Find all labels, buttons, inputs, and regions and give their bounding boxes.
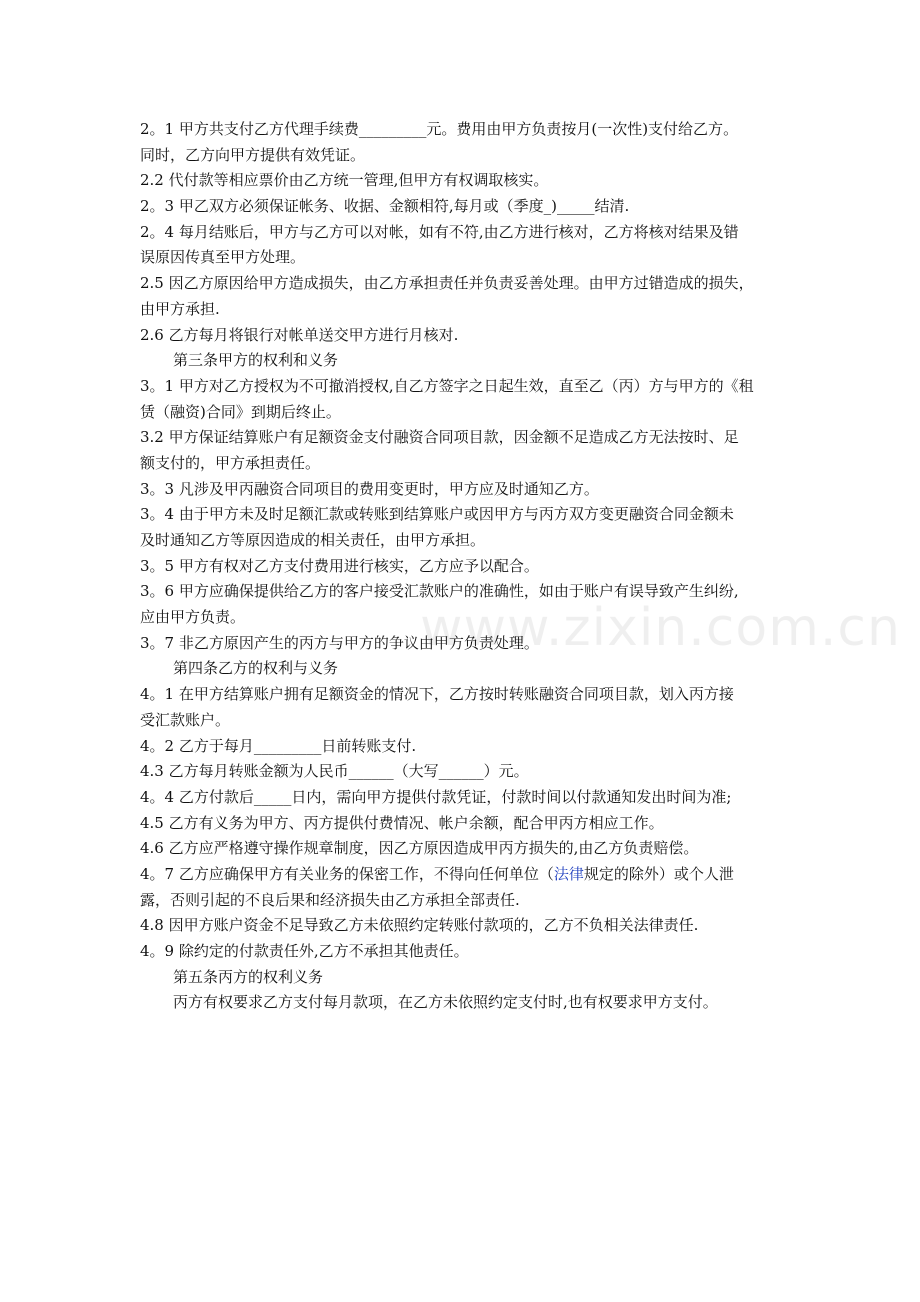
clause-4-8: 4.8 因甲方账户资金不足导致乙方未依照约定转账付款项的，乙方不负相关法律责任. xyxy=(140,916,699,935)
clause-4-1-cont: 受汇款账户。 xyxy=(140,710,231,729)
clause-2-4-cont: 误原因传真至甲方处理。 xyxy=(140,248,306,267)
clause-4-4: 4。4 乙方付款后_____日内，需向甲方提供付款凭证，付款时间以付款通知发出时间为准; xyxy=(140,787,732,806)
clause-2-6: 2.6 乙方每月将银行对帐单送交甲方进行月核对. xyxy=(140,325,459,344)
clause-4-2: 4。2 乙方于每月_________日前转账支付. xyxy=(140,736,417,755)
clause-4-1: 4。1 在甲方结算账户拥有足额资金的情况下，乙方按时转账融资合同项目款，划入丙方接 xyxy=(140,685,734,704)
clause-3-1: 3。1 甲方对乙方授权为不可撤消授权,自乙方签字之日起生效，直至乙（丙）方与甲方的《租 xyxy=(140,376,754,395)
clause-2-5: 2.5 因乙方原因给甲方造成损失，由乙方承担责任并负责妥善处理。由甲方过错造成的损失， xyxy=(140,274,754,293)
clause-2-3: 2。3 甲乙双方必须保证帐务、收据、金额相符,每月或（季度_)_____结清. xyxy=(140,197,630,216)
section-heading-4: 第四条乙方的权利与义务 xyxy=(173,659,339,678)
watermark: www.zixin.com.cn xyxy=(420,598,901,658)
clause-4-9: 4。9 除约定的付款责任外,乙方不承担其他责任。 xyxy=(140,942,469,960)
clause-4-7-end: 规定的除外）或个人泄 xyxy=(583,864,734,883)
clause-3-5: 3。5 甲方有权对乙方支付费用进行核实，乙方应予以配合。 xyxy=(140,556,539,575)
contract-document xyxy=(140,117,790,1016)
clause-5-body: 丙方有权要求乙方支付每月款项，在乙方未依照约定支付时,也有权要求甲方支付。 xyxy=(173,993,718,1012)
clause-3-2: 3.2 甲方保证结算账户有足额资金支付融资合同项目款，因金额不足造成乙方无法按时、足 xyxy=(140,428,739,447)
clause-3-6-cont: 应由甲方负责。 xyxy=(140,608,246,627)
clause-4-5: 4.5 乙方有义务为甲方、丙方提供付费情况、帐户余额，配合甲丙方相应工作。 xyxy=(140,813,664,832)
section-heading-3: 第三条甲方的权利和义务 xyxy=(173,351,339,370)
clause-2-1: 2。1 甲方共支付乙方代理手续费_________元。费用由甲方负责按月(一次性)支付给乙方。 xyxy=(140,120,739,138)
clause-4-7-start: 4。7 乙方应确保甲方有关业务的保密工作，不得向任何单位（ xyxy=(140,864,554,883)
clause-3-3: 3。3 凡涉及甲丙融资合同项目的费用变更时，甲方应及时通知乙方。 xyxy=(140,479,599,498)
clause-3-4: 3。4 由于甲方未及时足额汇款或转账到结算账户或因甲方与丙方双方变更融资合同金额未 xyxy=(140,505,734,524)
section-heading-5: 第五条丙方的权利义务 xyxy=(173,967,324,986)
clause-2-1-cont: 同时，乙方向甲方提供有效凭证。 xyxy=(140,145,366,164)
clause-3-7: 3。7 非乙方原因产生的丙方与甲方的争议由甲方负责处理。 xyxy=(140,633,539,652)
clause-3-4-cont: 及时通知乙方等原因造成的相关责任，由甲方承担。 xyxy=(140,531,486,549)
clause-3-1-cont: 赁（融资)合同》到期后终止。 xyxy=(140,402,341,421)
clause-3-2-cont: 额支付的，甲方承担责任。 xyxy=(140,453,321,472)
law-link[interactable]: 法律 xyxy=(553,864,584,883)
clause-4-7 xyxy=(140,862,790,888)
clause-2-2: 2.2 代付款等相应票价由乙方统一管理,但甲方有权调取核实。 xyxy=(140,171,549,190)
clause-4-3: 4.3 乙方每月转账金额为人民币______（大写______）元。 xyxy=(140,762,529,781)
clause-3-6: 3。6 甲方应确保提供给乙方的客户接受汇款账户的准确性，如由于账户有误导致产生纠纷, xyxy=(140,582,739,601)
clause-4-6: 4.6 乙方应严格遵守操作规章制度，因乙方原因造成甲丙方损失的,由乙方负责赔偿。 xyxy=(140,839,699,858)
clause-4-7-cont: 露，否则引起的不良后果和经济损失由乙方承担全部责任. xyxy=(140,890,520,909)
clause-2-5-cont: 由甲方承担. xyxy=(140,299,220,318)
clause-2-4: 2。4 每月结账后，甲方与乙方可以对帐，如有不符,由乙方进行核对，乙方将核对结果及错 xyxy=(140,222,739,241)
